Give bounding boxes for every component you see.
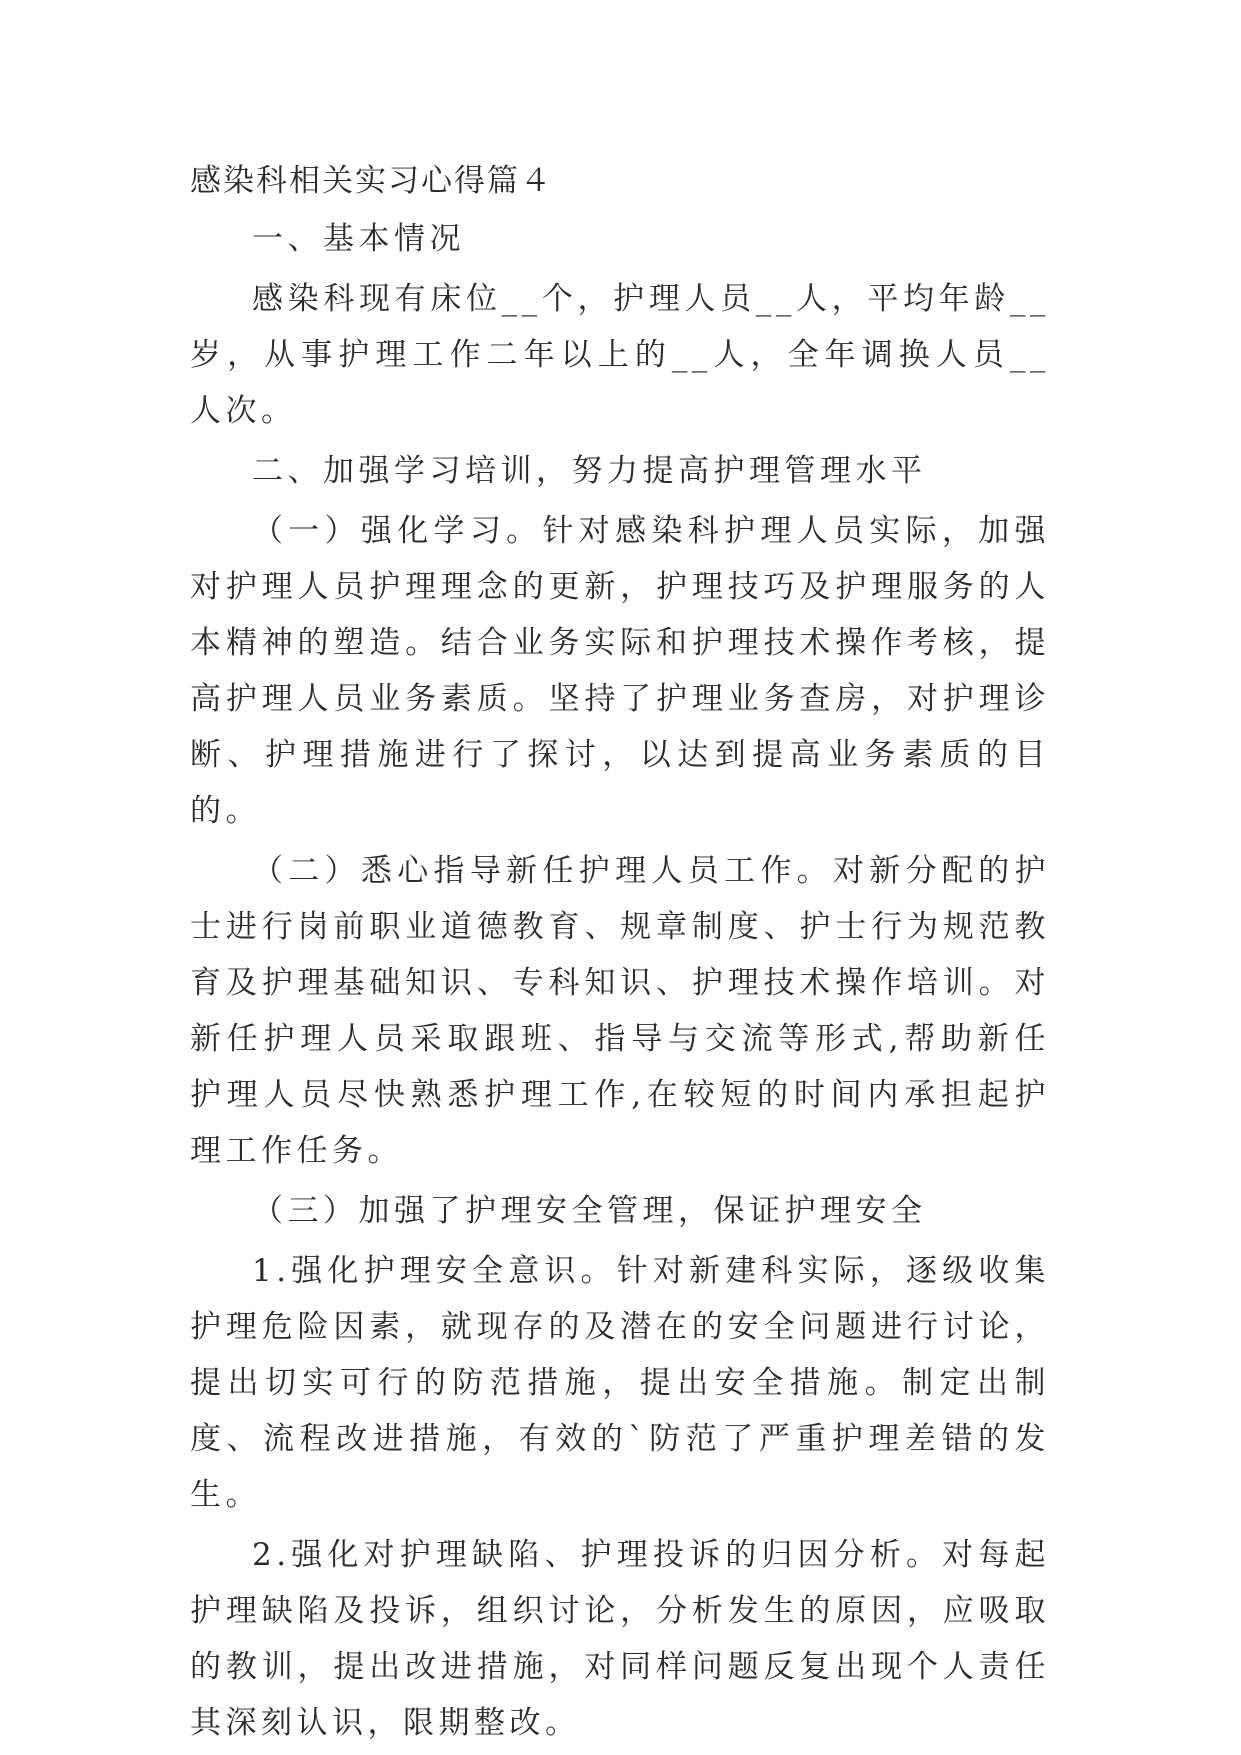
section-heading-basic-situation: 一、基本情况 (252, 221, 465, 257)
paragraph-guide-new-staff: （二）悉心指导新任护理人员工作。对新分配的护士进行岗前职业道德教育、规章制度、护士行为规范教育及护理基础知识、专科知识、护理技术操作培训。对新任护理人员采取跟班、指导与交流等形式,帮助新任护理人员尽快熟悉护理工作,在较短的时间内承担起护理工作任务。 (190, 853, 1050, 1169)
subheading-safety-management: （三）加强了护理安全管理，保证护理安全 (252, 1193, 927, 1229)
paragraph-safety-awareness: 1.强化护理安全意识。针对新建科实际，逐级收集护理危险因素，就现存的及潜在的安全问题进行讨论，提出切实可行的防范措施，提出安全措施。制定出制度、流程改进措施，有效的`防范了严重护理差错的发生。 (190, 1253, 1050, 1513)
paragraph-staffing: 感染科现有床位__个，护理人员__人，平均年龄__岁，从事护理工作二年以上的__人，全年调换人员__人次。 (190, 281, 1050, 429)
section-heading-training: 二、加强学习培训，努力提高护理管理水平 (252, 453, 927, 489)
paragraph-strengthen-learning: （一）强化学习。针对感染科护理人员实际，加强对护理人员护理理念的更新，护理技巧及护理服务的人本精神的塑造。结合业务实际和护理技术操作考核，提高护理人员业务素质。坚持了护理业务查房，对护理诊断、护理措施进行了探讨，以达到提高业务素质的目的。 (190, 513, 1050, 829)
document-page (190, 155, 1050, 1755)
document-title: 感染科相关实习心得篇４ (190, 163, 553, 199)
paragraph-defect-analysis: 2.强化对护理缺陷、护理投诉的归因分析。对每起护理缺陷及投诉，组织讨论，分析发生的原因，应吸取的教训，提出改进措施，对同样问题反复出现个人责任其深刻认识，限期整改。 (190, 1537, 1050, 1741)
